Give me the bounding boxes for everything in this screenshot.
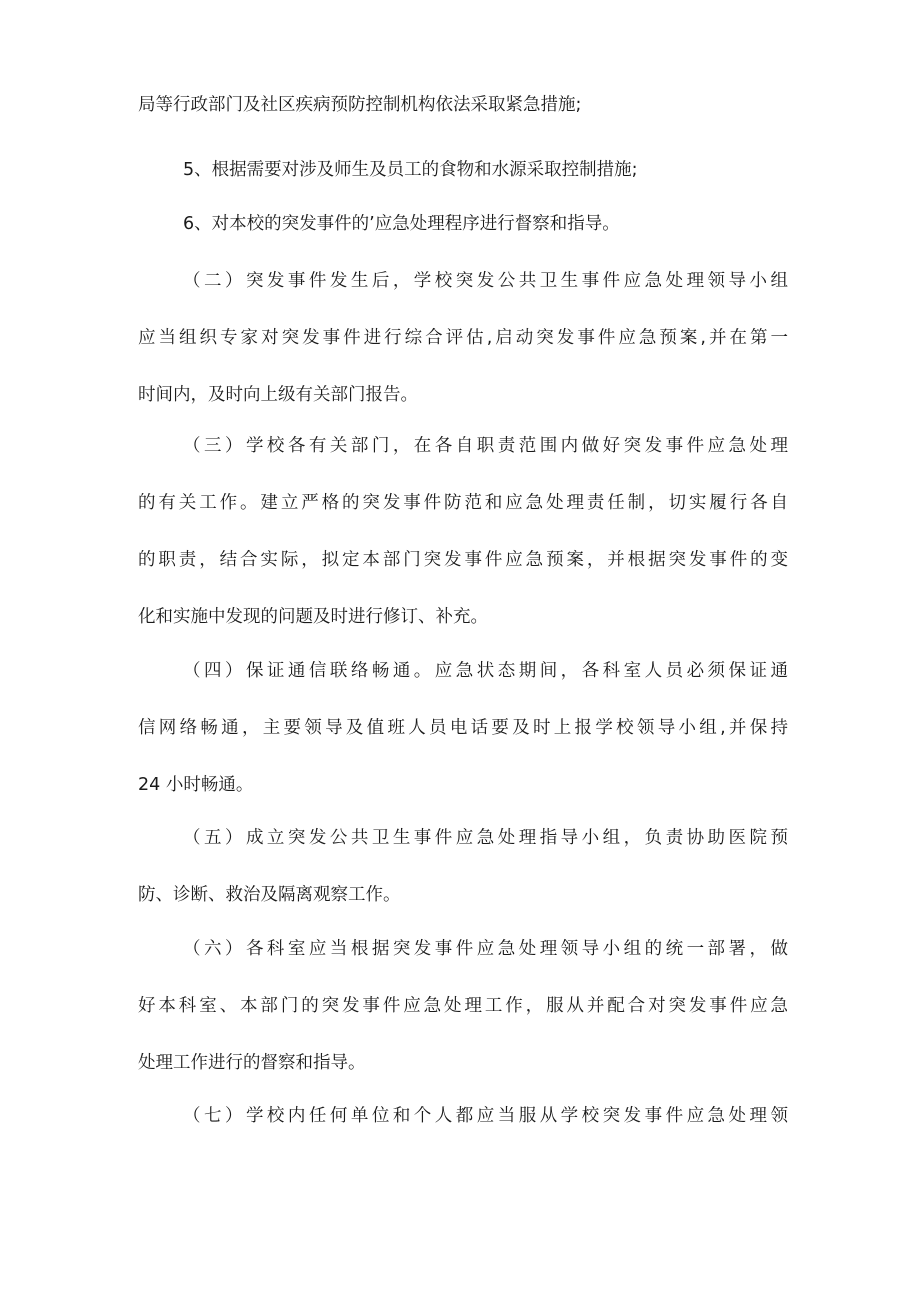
- text-line: （三）学校各有关部门，在各自职责范围内做好突发事件应急处理: [183, 436, 788, 456]
- text-line: 局等行政部门及社区疾病预防控制机构依法采取紧急措施;: [138, 95, 582, 115]
- text-line: （五）成立突发公共卫生事件应急处理指导小组，负责协助医院预: [183, 828, 788, 848]
- paragraph-section-2: [138, 253, 788, 424]
- text-line: 处理工作进行的督察和指导。: [138, 1053, 366, 1073]
- text-line: 的职责，结合实际，拟定本部门突发事件应急预案，并根据突发事件的变: [138, 550, 788, 570]
- text-line: 化和实施中发现的问题及时进行修订、补充。: [138, 607, 488, 627]
- text-line: （七）学校内任何单位和个人都应当服从学校突发事件应急处理领: [183, 1106, 788, 1126]
- paragraph-item-5: [138, 142, 788, 199]
- text-line: 5、根据需要对涉及师生及员工的食物和水源采取控制措施;: [183, 160, 638, 180]
- text-line: （六）各科室应当根据突发事件应急处理领导小组的统一部署，做: [183, 939, 788, 959]
- text-line: 好本科室、本部门的突发事件应急处理工作，服从并配合对突发事件应急: [138, 996, 788, 1016]
- text-line: 应当组织专家对突发事件进行综合评估,启动突发事件应急预案,并在第一: [138, 328, 788, 348]
- text-line: （四）保证通信联络畅通。应急状态期间，各科室人员必须保证通: [183, 661, 788, 681]
- text-line: （二）突发事件发生后，学校突发公共卫生事件应急处理领导小组: [183, 271, 788, 291]
- paragraph-section-5: [138, 810, 788, 924]
- paragraph-section-6: [138, 921, 788, 1092]
- text-line: 时间内，及时向上级有关部门报告。: [138, 385, 418, 405]
- paragraph-continuation: [138, 77, 788, 134]
- paragraph-item-6: [138, 196, 788, 253]
- paragraph-section-4: [138, 643, 788, 814]
- text-line: 信网络畅通，主要领导及值班人员电话要及时上报学校领导小组,并保持: [138, 718, 788, 738]
- text-line: 的有关工作。建立严格的突发事件防范和应急处理责任制，切实履行各自: [138, 493, 788, 513]
- text-line: 防、诊断、救治及隔离观察工作。: [138, 885, 401, 905]
- text-line: 24 小时畅通。: [138, 775, 254, 795]
- paragraph-section-7: [138, 1088, 788, 1145]
- paragraph-section-3: [138, 418, 788, 646]
- text-line: 6、对本校的突发事件的’应急处理程序进行督察和指导。: [183, 214, 620, 234]
